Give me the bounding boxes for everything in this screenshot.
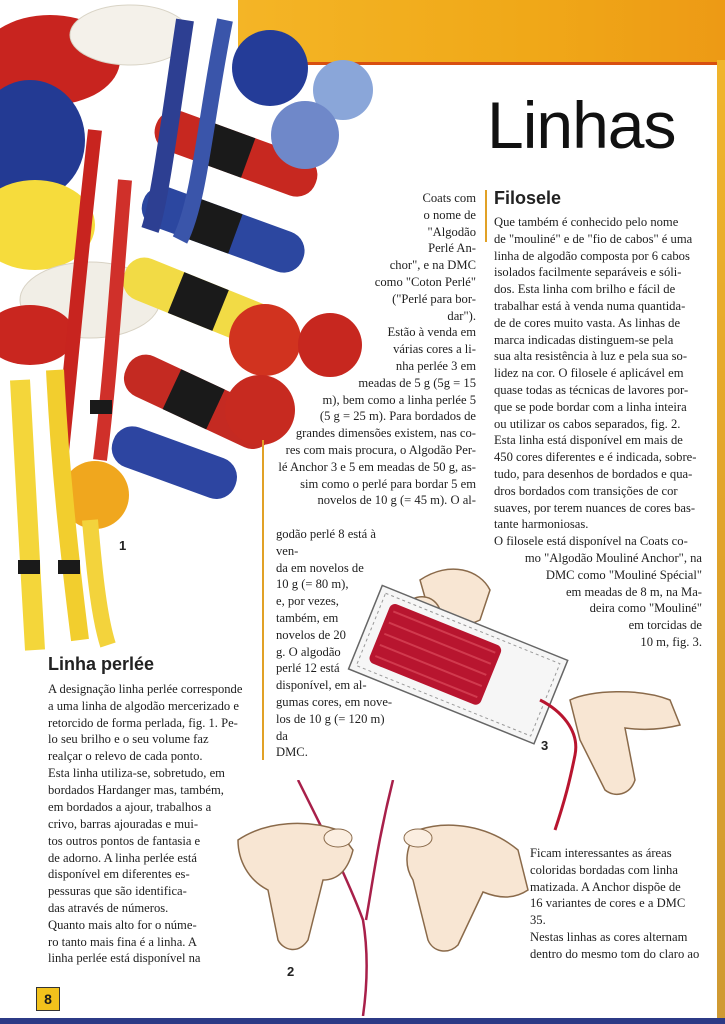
text-line: DMC como "Mouliné Spécial" [545,567,702,582]
text-line: quase todas as técnicas de lavores por- [494,382,689,397]
text-line: disponível, em al- [276,678,367,693]
text-line: 35. [530,913,546,928]
text-line: pessuras que são identifica- [48,884,187,899]
page-title: Linhas [487,88,676,162]
figure-3-label: 3 [541,738,549,753]
text-line: Coats com [422,191,476,205]
text-line: matizada. A Anchor dispõe de [530,879,681,894]
text-line: grandes dimensões existem, nas co- [295,426,476,441]
text-line: suaves, por terem nuances de cores bas- [494,500,696,515]
linha-perlee-text [48,681,250,815]
text-line: linha de algodão composta por 6 cabos [494,248,690,263]
text-line: Estão à venda em [387,325,476,340]
text-line: gumas cores, em nove- [276,694,393,709]
text-line: a uma linha de algodão mercerizado e [48,698,239,713]
text-line: Que também é conhecido pelo nome [494,215,679,229]
perle-intro-text [276,190,476,509]
page-number: 8 [36,987,60,1011]
text-line: Nestas linhas as cores alternam [530,929,688,944]
text-line: 10 g (= 80 m), [276,577,349,592]
text-line: deira como "Mouliné" [589,601,702,616]
text-line: sim como o perlé para bordar 5 em [300,476,476,491]
text-line: Esta linha está disponível em mais de [494,433,683,448]
text-line: godão perlé 8 está à ven- [276,527,377,558]
text-line: m), bem como a linha perlée 5 [322,392,476,407]
text-line: de adorno. A linha perlée está [48,850,197,865]
text-line: "Algodão [427,224,476,239]
text-line: várias cores a li- [393,342,476,357]
filosele-text-final [530,845,710,963]
text-line: dos. Esta linha com brilho e fácil de [494,282,676,297]
text-line: dros bordados com transições de cor [494,483,678,498]
text-line: da em novelos de [276,560,364,575]
text-line: Ficam interessantes as áreas [530,846,672,860]
text-line: Esta linha utiliza-se, sobretudo, em [48,765,225,780]
text-line: de de cores muito vasta. As linhas de [494,315,681,330]
figure-1-label: 1 [119,538,127,553]
text-line: tudo, para desenhos de bordados e qua- [494,466,693,481]
text-line: linha perlée está disponível na [48,951,201,966]
text-line: que se pode bordar com a linha inteira [494,399,687,414]
text-line: marca indicadas distinguem-se pela [494,332,674,347]
text-line: perlé 12 está [276,661,340,676]
text-line: g. O algodão [276,644,341,659]
page-edge [717,60,725,1020]
text-line: disponível em diferentes es- [48,867,190,882]
text-line: lo seu brilho e o seu volume faz [48,732,209,747]
text-line: 16 variantes de cores e a DMC [530,896,686,911]
text-line: o nome de [423,207,476,222]
text-line: lidez na cor. O filosele é aplicável em [494,366,684,381]
text-line: realçar o relevo de cada ponto. [48,749,203,764]
text-line: res com mais procura, o Algodão Per- [285,442,476,457]
text-line: 450 cores diferentes e é indicada, sobre- [494,450,697,465]
text-line: ro tanto mais fina é a linha. A [48,934,197,949]
text-line: novelos de 20 [276,627,346,642]
text-line: (5 g = 25 m). Para bordados de [319,409,476,424]
figure-2-label: 2 [287,964,295,979]
text-line: chor", e na DMC [389,258,476,273]
text-line: crivo, barras ajouradas e mui- [48,817,199,831]
text-line: retorcido de forma perlada, fig. 1. Pe- [48,715,238,730]
text-line: nha perlée 3 em [395,358,476,373]
text-line: ou utilizar os cabos separados, fig. 2. [494,416,681,431]
text-line: sua alta resistência à luz e pela sua so- [494,349,688,364]
text-line: tante harmoniosas. [494,517,589,532]
text-line: também, em [276,610,339,625]
filosele-text [494,214,702,550]
hands-separating-thread-illustration [228,780,538,1016]
text-line: ("Perlé para bor- [392,291,476,306]
linha-perlee-heading: Linha perlée [48,654,155,674]
text-line: DMC. [276,745,308,760]
text-line: das através de números. [48,900,169,915]
column-rule-filosele [485,190,487,242]
text-line: tos outros pontos de fantasia e [48,833,201,848]
text-line: 10 m, fig. 3. [640,634,702,649]
text-line: em meadas de 8 m, na Ma- [565,584,702,599]
text-line: Perlé An- [428,241,476,256]
text-line: mo "Algodão Mouliné Anchor", na [524,551,702,565]
text-line: em torcidas de [628,618,702,633]
text-line: dentro do mesmo tom do claro ao [530,946,700,961]
text-line: O filosele está disponível na Coats co- [494,534,688,549]
text-line: Quanto mais alto for o núme- [48,917,197,932]
text-line: dar"). [447,308,476,323]
filosele-heading: Filosele [494,188,562,208]
text-line: e, por vezes, [276,594,339,609]
text-line: bordados Hardanger mas, também, [48,782,224,797]
text-line: meadas de 5 g (5g = 15 [358,375,476,390]
text-line: coloridas bordadas com linha [530,862,678,877]
text-line: novelos de 10 g (= 45 m). O al- [317,493,476,508]
text-line: los de 10 g (= 120 m) da [276,711,385,743]
text-line: A designação linha perlée corresponde [48,682,243,696]
linha-perlee-text-continued [48,816,216,967]
column-rule-middle [262,440,264,760]
text-line: de "mouliné" e de "fio de cabos" é uma [494,231,693,246]
text-line: em bordados a ajour, trabalhos a [48,799,212,814]
text-line: isolados facilmente separáveis e sóli- [494,265,682,280]
text-line: lé Anchor 3 e 5 em meadas de 50 g, as- [278,459,476,474]
text-line: trabalhar está à venda numa quantida- [494,298,686,313]
text-line: como "Coton Perlé" [374,274,476,289]
page-bottom-edge [0,1018,725,1024]
